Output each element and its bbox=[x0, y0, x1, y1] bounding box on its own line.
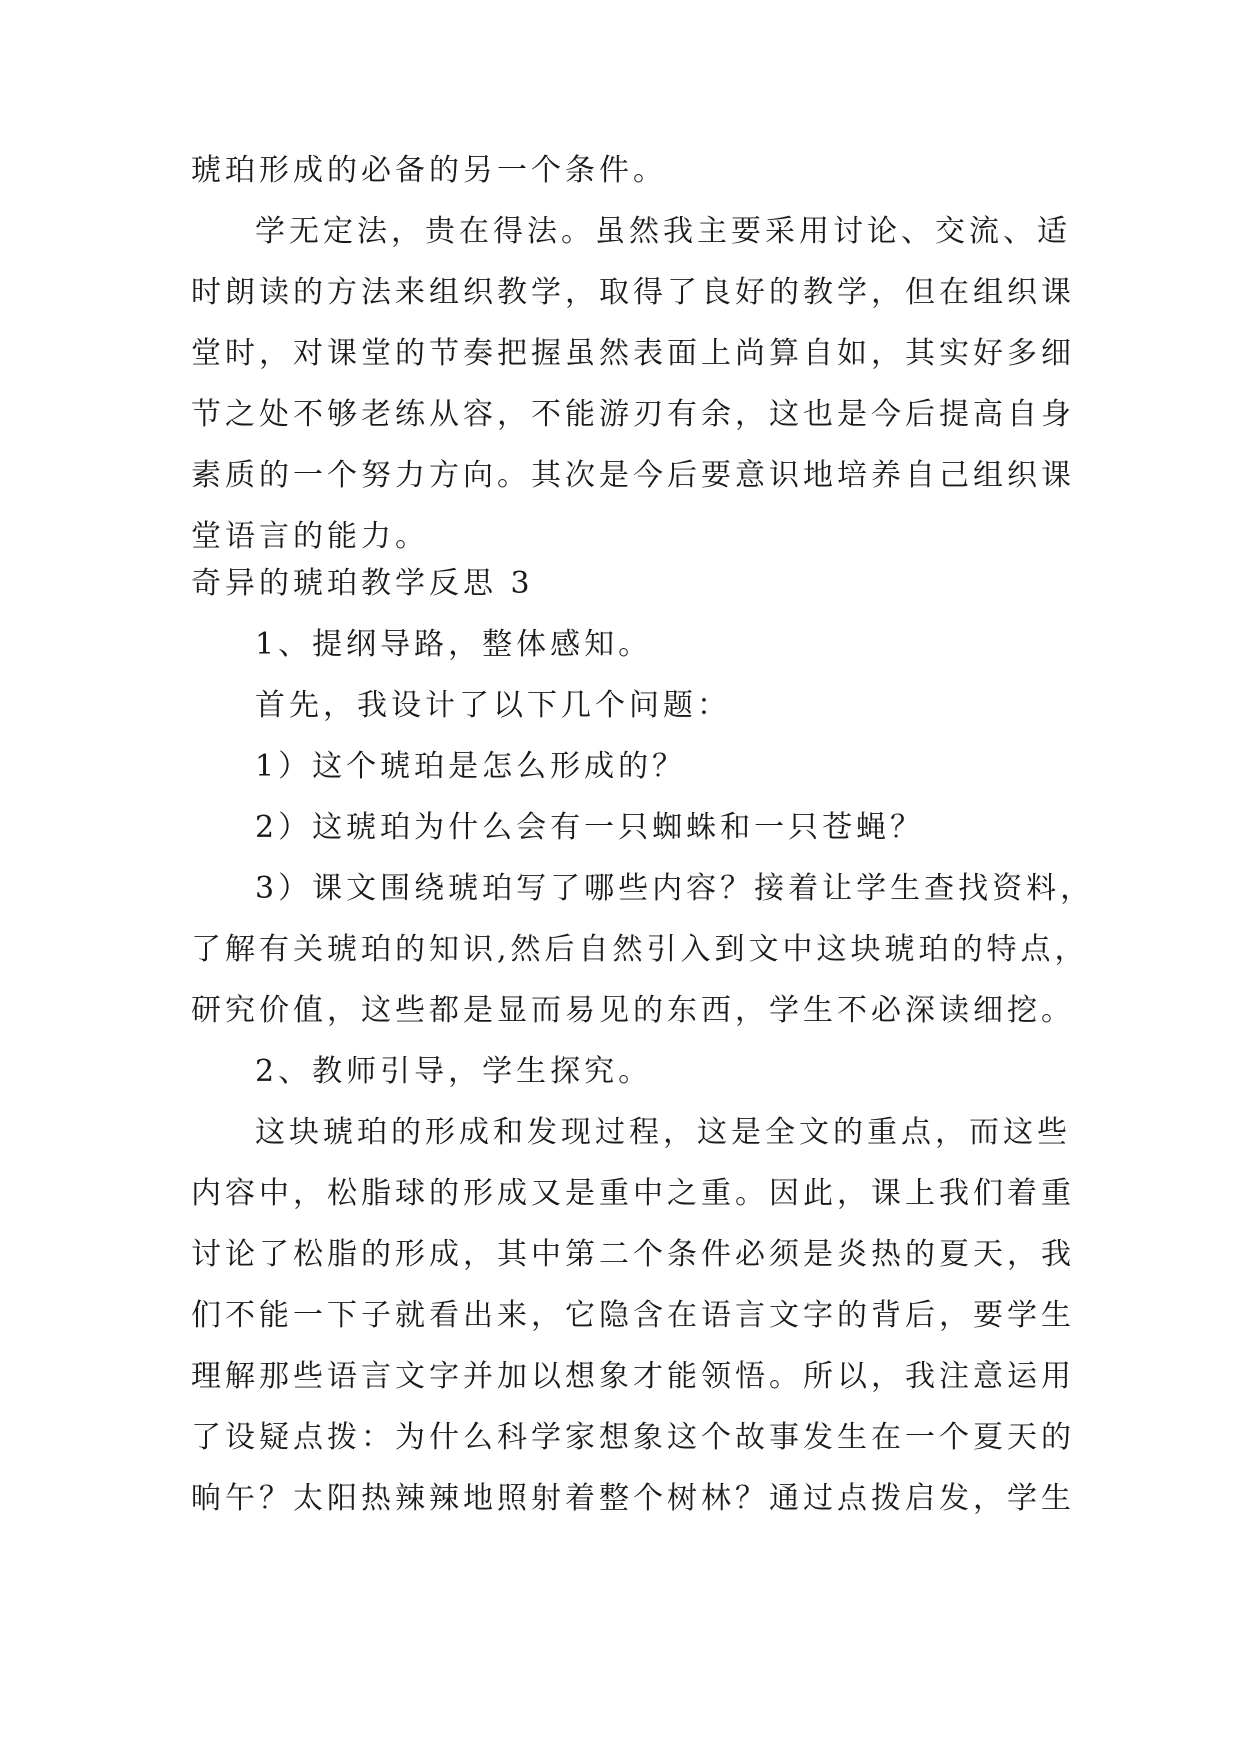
text-line: 节之处不够老练从容，不能游刃有余，这也是今后提高自身 bbox=[191, 397, 1075, 432]
text-line: 2、教师引导，学生探究。 bbox=[255, 1054, 653, 1089]
text-line: 这块琥珀的形成和发现过程，这是全文的重点，而这些 bbox=[255, 1115, 1071, 1150]
text-line: 3）课文围绕琥珀写了哪些内容？接着让学生查找资料， bbox=[255, 871, 1095, 906]
text-line: 素质的一个努力方向。其次是今后要意识地培养自己组织课 bbox=[191, 458, 1075, 493]
text-line: 学无定法，贵在得法。虽然我主要采用讨论、交流、适 bbox=[255, 214, 1071, 249]
text-line: 首先，我设计了以下几个问题： bbox=[255, 688, 731, 723]
text-line: 堂时，对课堂的节奏把握虽然表面上尚算自如，其实好多细 bbox=[191, 336, 1075, 371]
text-line: 了解有关琥珀的知识,然后自然引入到文中这块琥珀的特点， bbox=[191, 932, 1089, 967]
text-line: 内容中，松脂球的形成又是重中之重。因此，课上我们着重 bbox=[191, 1176, 1075, 1211]
text-line: 堂语言的能力。 bbox=[191, 519, 429, 554]
section-title: 奇异的琥珀教学反思 3 bbox=[191, 566, 534, 601]
text-line: 讨论了松脂的形成，其中第二个条件必须是炎热的夏天，我 bbox=[191, 1237, 1075, 1272]
text-line: 1）这个琥珀是怎么形成的？ bbox=[255, 749, 687, 784]
text-line: 琥珀形成的必备的另一个条件。 bbox=[191, 153, 667, 188]
text-line: 理解那些语言文字并加以想象才能领悟。所以，我注意运用 bbox=[191, 1359, 1075, 1394]
section-2 bbox=[191, 553, 1095, 1529]
text-line: 研究价值，这些都是显而易见的东西，学生不必深读细挖。 bbox=[191, 993, 1075, 1028]
text-line: 时朗读的方法来组织教学，取得了良好的教学，但在组织课 bbox=[191, 275, 1075, 310]
text-line: 2）这琥珀为什么会有一只蜘蛛和一只苍蝇？ bbox=[255, 810, 925, 845]
section-1-text bbox=[191, 140, 1075, 567]
text-line: 了设疑点拨：为什么科学家想象这个故事发生在一个夏天的 bbox=[191, 1420, 1075, 1455]
text-line: 晌午？太阳热辣辣地照射着整个树林？通过点拨启发，学生 bbox=[191, 1481, 1075, 1516]
text-line: 们不能一下子就看出来，它隐含在语言文字的背后，要学生 bbox=[191, 1298, 1075, 1333]
text-line: 1、提纲导路，整体感知。 bbox=[255, 627, 653, 662]
